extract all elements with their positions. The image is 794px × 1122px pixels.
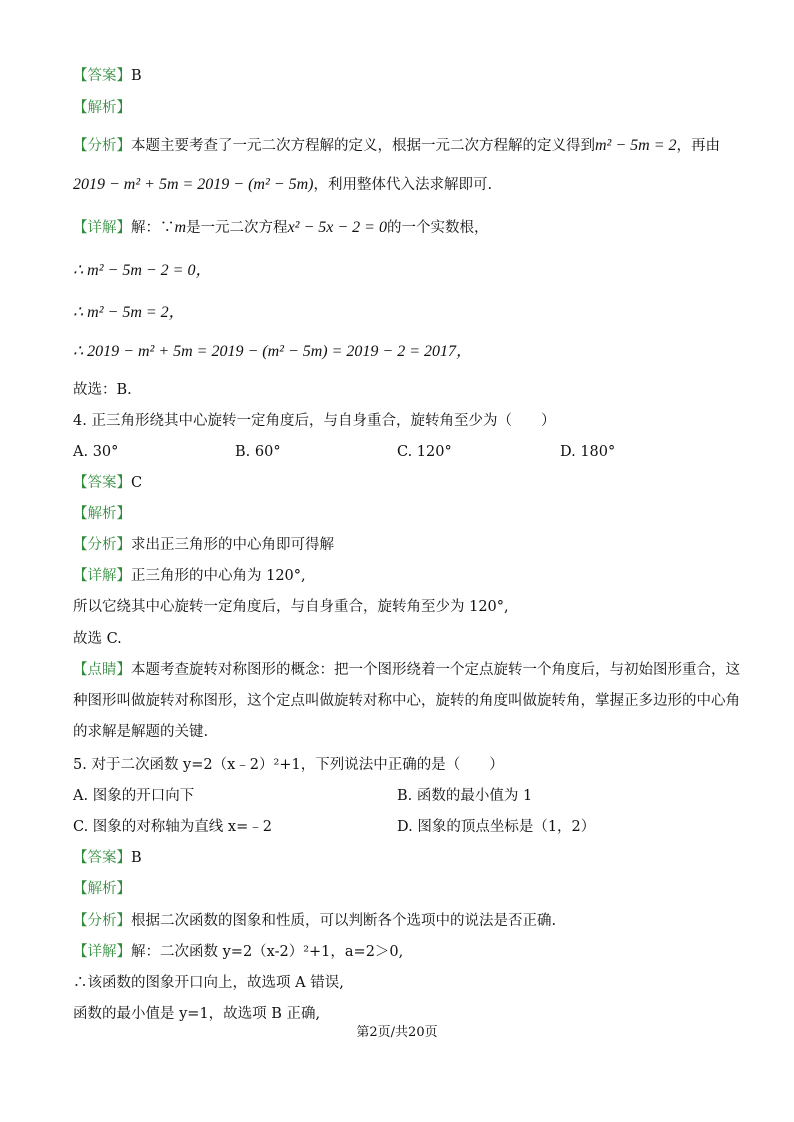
q4-dianjing-line-2: 种图形叫做旋转对称图形，这个定点叫做旋转对称中心，旋转的角度叫做旋转角，掌握正多边形的中心角 bbox=[73, 693, 740, 709]
q4-dianjing-line bbox=[73, 660, 740, 680]
fenxi-text: 求出正三角形的中心角即可得解 bbox=[131, 537, 334, 553]
q3-fenxi-line bbox=[73, 136, 720, 156]
q3-step-3: ∴ 2019 − m² + 5m = 2019 − (m² − 5m) = 2019 − 2 = 2017， bbox=[73, 343, 473, 360]
detail-text: 解：二次函数 y=2（x-2）²+1，a=2＞0, bbox=[131, 944, 404, 960]
q4-answer-line bbox=[73, 473, 142, 493]
fenxi-text: ，再由 bbox=[676, 138, 720, 154]
q3-analysis-line bbox=[73, 98, 131, 118]
dianjing-text: 本题考查旋转对称图形的概念：把一个图形绕着一个定点旋转一个角度后，与初始图形重合，这 bbox=[131, 662, 740, 678]
detail-text: 的一个实数根， bbox=[386, 220, 489, 236]
answer-tag: 【答案】 bbox=[73, 850, 131, 866]
q5-answer-line bbox=[73, 848, 142, 868]
analysis-tag: 【解析】 bbox=[73, 881, 131, 897]
fenxi-tag: 【分析】 bbox=[73, 537, 131, 553]
q4-question: 4. 正三角形绕其中心旋转一定角度后，与自身重合，旋转角至少为（ ） bbox=[73, 413, 556, 429]
q4-conclusion: 故选 C. bbox=[73, 631, 122, 647]
q3-conclusion: 故选：B. bbox=[73, 382, 132, 398]
q3-detail-line bbox=[73, 218, 488, 238]
answer-value: C bbox=[131, 475, 143, 491]
q5-option-a: A. 图象的开口向下 bbox=[73, 788, 195, 804]
page-footer: 第2页/共20页 bbox=[356, 1025, 438, 1040]
fenxi-math: m² − 5m = 2 bbox=[595, 137, 677, 154]
answer-value: B bbox=[131, 850, 142, 866]
answer-value: B bbox=[131, 68, 142, 84]
q4-option-d: D. 180° bbox=[560, 444, 616, 460]
detail-var: m bbox=[174, 219, 187, 236]
detail-tag: 【详解】 bbox=[73, 220, 131, 236]
q3-step-1: ∴ m² − 5m − 2 = 0， bbox=[73, 262, 212, 279]
q5-option-d: D. 图象的顶点坐标是（1，2） bbox=[397, 819, 596, 835]
q4-analysis-line bbox=[73, 504, 131, 524]
q4-option-a: A. 30° bbox=[73, 444, 119, 460]
fenxi-text: ，利用整体代入法求解即可. bbox=[313, 177, 493, 193]
q5-detail-line bbox=[73, 942, 403, 962]
detail-text: 正三角形的中心角为 120°, bbox=[131, 568, 306, 584]
fenxi-math: 2019 − m² + 5m = 2019 − (m² − 5m) bbox=[73, 176, 314, 193]
fenxi-text: 本题主要考查了一元二次方程解的定义，根据一元二次方程解的定义得到 bbox=[131, 138, 595, 154]
detail-tag: 【详解】 bbox=[73, 568, 131, 584]
analysis-tag: 【解析】 bbox=[73, 506, 131, 522]
q5-analysis-line bbox=[73, 879, 131, 899]
analysis-tag: 【解析】 bbox=[73, 100, 131, 116]
detail-math: x² − 5x − 2 = 0 bbox=[287, 219, 387, 236]
q5-detail-line-2: ∴该函数的图象开口向上，故选项 A 错误, bbox=[73, 975, 344, 991]
detail-tag: 【详解】 bbox=[73, 944, 131, 960]
q3-fenxi-line-2 bbox=[73, 175, 492, 195]
dianjing-tag: 【点睛】 bbox=[73, 662, 131, 678]
q3-step-2: ∴ m² − 5m = 2， bbox=[73, 304, 185, 321]
q4-detail-line bbox=[73, 566, 306, 586]
detail-text: 解：∵ bbox=[131, 220, 175, 236]
q4-option-b: B. 60° bbox=[235, 444, 281, 460]
q5-option-c: C. 图象的对称轴为直线 x=﹣2 bbox=[73, 819, 272, 835]
q4-dianjing-line-3: 的求解是解题的关键. bbox=[73, 724, 209, 740]
answer-tag: 【答案】 bbox=[73, 68, 131, 84]
q5-option-b: B. 函数的最小值为 1 bbox=[397, 788, 533, 804]
fenxi-tag: 【分析】 bbox=[73, 138, 131, 154]
answer-tag: 【答案】 bbox=[73, 475, 131, 491]
q3-answer-line bbox=[73, 66, 142, 86]
q4-detail-line-2: 所以它绕其中心旋转一定角度后，与自身重合，旋转角至少为 120°, bbox=[73, 599, 509, 615]
q5-question: 5. 对于二次函数 y=2（x﹣2）²+1，下列说法中正确的是（ ） bbox=[73, 757, 504, 773]
q5-detail-line-3: 函数的最小值是 y=1，故选项 B 正确, bbox=[73, 1006, 321, 1022]
fenxi-tag: 【分析】 bbox=[73, 913, 131, 929]
q5-fenxi-line bbox=[73, 911, 556, 931]
detail-text: 是一元二次方程 bbox=[186, 220, 288, 236]
fenxi-text: 根据二次函数的图象和性质，可以判断各个选项中的说法是否正确. bbox=[131, 913, 557, 929]
q4-option-c: C. 120° bbox=[397, 444, 452, 460]
q4-fenxi-line bbox=[73, 535, 334, 555]
